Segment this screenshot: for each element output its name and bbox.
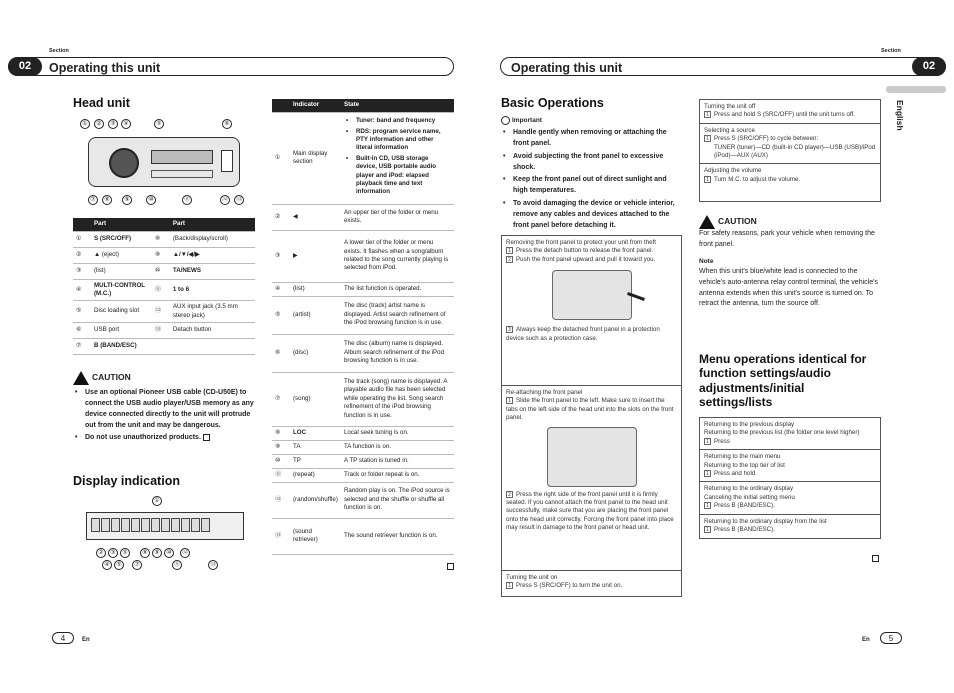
table-cell: ⑦ <box>272 372 290 426</box>
state-item: • Built-in CD, USB storage device, USB portable audio player and iPod: elapsed playback time and text information <box>344 155 451 197</box>
table-cell: ▶ <box>290 230 341 282</box>
table-cell: ④ <box>272 282 290 296</box>
table-cell: TA/NEWS <box>170 263 255 279</box>
off-title: Turning the unit off <box>704 103 756 110</box>
table-row <box>272 468 454 482</box>
important-icon <box>501 116 510 125</box>
table-cell: USB port <box>91 322 152 338</box>
table-row <box>73 301 255 323</box>
table-cell: A TP station is tuned in. <box>341 454 454 468</box>
table-cell: AUX input jack (3.5 mm stereo jack) <box>170 301 255 323</box>
table-cell: ▲/▼/◀/▶ <box>170 247 255 263</box>
table-row <box>272 518 454 554</box>
table-cell: ⑩ <box>272 454 290 468</box>
lcd-segment <box>201 518 210 532</box>
menu-line: Returning to the previous display <box>704 421 795 428</box>
callout: ③ <box>108 119 118 129</box>
table-cell: ② <box>73 247 91 263</box>
table-cell: Disc loading slot <box>91 301 152 323</box>
callout: ⑩ <box>146 195 156 205</box>
turnon-step: Press S (SRC/OFF) to turn the unit on. <box>516 582 623 590</box>
callout: ④ <box>121 119 131 129</box>
turn-on-section: Turning the unit on 1 Press S (SRC/OFF) to turn the unit on. <box>502 571 681 594</box>
table-cell: ② <box>272 204 290 230</box>
table-row <box>272 372 454 426</box>
end-mark-icon <box>872 555 879 562</box>
table-cell: (repeat) <box>290 468 341 482</box>
menu-block: Returning to the previous display Returning to the previous list (the folder one level higher) 1 Press <box>700 418 880 450</box>
table-cell: ⑨ <box>272 440 290 454</box>
turnon-title: Turning the unit on <box>506 574 558 581</box>
table-cell: (song) <box>290 372 341 426</box>
table-row <box>272 296 454 334</box>
indicator-table <box>272 99 454 555</box>
source-box <box>699 99 881 202</box>
table-cell: TA function is on. <box>341 440 454 454</box>
lcd-segment <box>101 518 110 532</box>
page-header-left <box>8 57 454 76</box>
table-cell: ① <box>73 231 91 247</box>
lcd-segment <box>111 518 120 532</box>
lcd-segment <box>121 518 130 532</box>
reattach-step: Press the right side of the front panel until it is firmly seated. If you cannot attach the front panel to the head unit successfully, make sure that you are placing the front panel onto the head unit correctly. Forcing the front panel into place may result in damage to the front panel or head unit. <box>506 490 674 532</box>
table-cell: ⑥ <box>73 322 91 338</box>
lcd-segment <box>161 518 170 532</box>
table-row <box>73 263 255 279</box>
basic-ops-body <box>501 116 683 234</box>
menu-ops-title: Menu operations identical for function settings/audio adjustments/initial settings/lists <box>699 352 867 410</box>
table-cell: An upper tier of the folder or menu exists. <box>341 204 454 230</box>
warning-icon <box>73 371 89 385</box>
caution-item-text: Do not use unauthorized products. <box>85 434 201 442</box>
callout: ⑫ <box>181 550 188 556</box>
reattach-section: Re-attaching the front panel 1 Slide the front panel to the left. Make sure to insert the tabs on the left side of the head unit into the slots on the front panel. 2 Press the right side of the front panel until it is firmly seated. If you cannot attach the front panel to the head unit successfully, make sure that you are placing the front panel onto the head unit correctly. Forcing the front panel into place may result in damage to the front panel or head unit. <box>502 386 681 571</box>
table-cell: ⑩ <box>152 263 170 279</box>
table-row <box>73 279 255 301</box>
important-item: • Keep the front panel out of direct sunlight and high temperatures. <box>501 175 683 197</box>
table-cell: (random/shuffle) <box>290 482 341 518</box>
vol-step: Turn M.C. to adjust the volume. <box>714 175 801 183</box>
callout: ② <box>96 548 106 558</box>
menu-block: Returning to the ordinary display Canceling the initial setting menu 1 Press B (BAND/ESC). <box>700 482 880 514</box>
src-title: Selecting a source <box>704 126 755 134</box>
section-number-left: 02 <box>8 57 42 76</box>
state-item: • Tuner: band and frequency <box>344 117 451 125</box>
lcd-segment <box>141 518 150 532</box>
table-cell: ⑤ <box>272 296 290 334</box>
display-window <box>151 150 213 164</box>
table-row <box>272 454 454 468</box>
lcd-segment <box>131 518 140 532</box>
page-title-left: Operating this unit <box>49 61 161 75</box>
menu-step: Press B (BAND/ESC). <box>714 526 775 534</box>
parts-table-wrap <box>73 218 255 355</box>
table-cell: The disc (album) name is displayed. Album search refinement of the iPod browsing function is in use. <box>341 334 454 372</box>
callout: ① <box>80 119 90 129</box>
table-cell: (Back/display/scroll) <box>170 231 255 247</box>
table-cell: ⑧ <box>272 426 290 440</box>
display-indication-title: Display indication <box>73 474 180 488</box>
table-cell: ④ <box>73 279 91 301</box>
lcd-segment <box>171 518 180 532</box>
src-list: TUNER (tuner)—CD (built-in CD player)—USB (USB)/iPod (iPod)—AUX (AUX) <box>714 143 876 160</box>
table-cell <box>152 338 170 354</box>
menu-step: Press B (BAND/ESC). <box>714 502 775 510</box>
note-title: Note <box>699 257 714 265</box>
table-cell: Main display section <box>290 112 341 204</box>
table-row <box>272 440 454 454</box>
table-cell: ◀ <box>290 204 341 230</box>
volume-section: Adjusting the volume 1 Turn M.C. to adjust the volume. <box>700 164 880 187</box>
menu-line: Returning to the ordinary display <box>704 485 794 493</box>
menu-step: Press <box>714 437 730 445</box>
table-cell: MULTI-CONTROL (M.C.) <box>91 279 152 301</box>
caution-item <box>73 433 255 444</box>
table-cell: S (SRC/OFF) <box>91 231 152 247</box>
callout: ⑫ <box>221 197 228 203</box>
table-row <box>272 426 454 440</box>
callout: ⑪ <box>183 197 190 203</box>
turn-off-section: Turning the unit off 1 Press and hold S (SRC/OFF) until the unit turns off. <box>700 100 880 124</box>
head-unit-illustration <box>80 117 250 207</box>
lcd-segment <box>191 518 200 532</box>
callout: ⑬ <box>209 562 216 568</box>
table-cell: B (BAND/ESC) <box>91 338 152 354</box>
remove-illustration <box>552 270 632 320</box>
table-row <box>272 204 454 230</box>
important-item: • Avoid subjecting the front panel to excessive shock. <box>501 152 683 174</box>
vol-title: Adjusting the volume <box>704 167 762 175</box>
th-indicator: Indicator <box>290 99 341 112</box>
src-step: Press S (SRC/OFF) to cycle between: <box>714 135 819 143</box>
lcd-segment <box>91 518 100 532</box>
preset-buttons <box>151 170 213 178</box>
table-row <box>272 482 454 518</box>
table-cell: The track (song) name is displayed. A playable audio file has been selected while operating the list. Song search refinement of the iPod browsing function is in use. <box>341 372 454 426</box>
lcd-segment <box>181 518 190 532</box>
table-cell: ⑨ <box>152 247 170 263</box>
callout: ② <box>94 119 104 129</box>
table-row <box>272 282 454 296</box>
table-cell: ⑤ <box>73 301 91 323</box>
reattach-title: Re-attaching the front panel <box>506 389 583 396</box>
callout: ⑨ <box>122 195 132 205</box>
lang-right: En <box>862 637 870 643</box>
callout: ④ <box>102 560 112 570</box>
table-row <box>73 231 255 247</box>
table-cell: (disc) <box>290 334 341 372</box>
table-row <box>272 112 454 204</box>
end-mark-icon <box>203 434 210 441</box>
callout: ⑥ <box>222 119 232 129</box>
caution-right <box>699 215 881 310</box>
callout: ⑬ <box>235 197 242 203</box>
table-cell: ⑦ <box>73 338 91 354</box>
th-state: State <box>341 99 454 112</box>
warning-icon <box>699 215 715 229</box>
callout: ⑤ <box>120 548 130 558</box>
table-cell: A lower tier of the folder or menu exists. It flashes when a song/album related to the song currently playing is selected from iPod. <box>341 230 454 282</box>
remove-section: Removing the front panel to protect your unit from theft 1 Press the detach button to release the front panel. 2 Push the front panel upward and pull it toward you. 3 Always keep the detached front panel in a protection device such as a protection case. <box>502 236 681 386</box>
table-cell: (list) <box>91 263 152 279</box>
indicator-table-wrap <box>272 99 454 573</box>
parts-table <box>73 218 255 355</box>
table-cell: Local seek tuning is on. <box>341 426 454 440</box>
head-unit-body <box>88 137 240 187</box>
page-number-right: 5 <box>880 632 902 644</box>
callout: ⑨ <box>152 548 162 558</box>
section-number-right: 02 <box>912 57 946 76</box>
table-cell: ⑪ <box>272 468 290 482</box>
important-item: • Handle gently when removing or attaching the front panel. <box>501 128 683 150</box>
select-source-section: Selecting a source 1 Press S (SRC/OFF) to cycle between: TUNER (tuner)—CD (built-in CD player)—USB (USB)/iPod (iPod)—AUX (AUX) <box>700 124 880 165</box>
callout: ① <box>152 496 162 506</box>
table-cell: (list) <box>290 282 341 296</box>
display-illustration <box>86 496 256 576</box>
table-cell: ① <box>272 112 290 204</box>
table-cell: The sound retriever function is on. <box>341 518 454 554</box>
arrow-icon <box>627 292 645 301</box>
menu-step: Press and hold <box>714 470 756 478</box>
important-item: • To avoid damaging the device or vehicle interior, remove any cables and devices attached to the front panel before detaching it. <box>501 199 683 232</box>
table-cell: ⑧ <box>152 231 170 247</box>
caution-item: • Use an optional Pioneer USB cable (CD-U50E) to connect the USB audio player/USB memory as any device connected directly to the unit will protrude out from the unit and may be dangerous. <box>73 388 255 431</box>
section-label-right: Section <box>881 48 901 54</box>
table-cell: Random play is on. The iPod source is selected and the shuffle or shuffle all function is on. <box>341 482 454 518</box>
table-cell: LOC <box>290 426 341 440</box>
table-row <box>272 334 454 372</box>
table-row <box>73 322 255 338</box>
table-cell: Track or folder repeat is on. <box>341 468 454 482</box>
callout: ⑦ <box>88 195 98 205</box>
caution-left <box>73 371 255 446</box>
remove-title: Removing the front panel to protect your unit from theft <box>506 239 656 246</box>
lang-left: En <box>82 637 90 643</box>
table-row <box>272 230 454 282</box>
callout: ⑪ <box>173 562 180 568</box>
table-row <box>73 338 255 354</box>
lcd-display <box>86 512 244 540</box>
multi-control-knob <box>109 148 139 178</box>
usb-port <box>221 150 233 172</box>
table-cell <box>341 112 454 204</box>
table-cell: ⑫ <box>152 301 170 323</box>
callout: ⑧ <box>102 195 112 205</box>
table-cell: TP <box>290 454 341 468</box>
caution-title: CAUTION <box>718 216 757 226</box>
language-tab: English <box>895 100 905 131</box>
callout: ⑦ <box>132 560 142 570</box>
menu-line: Returning to the previous list (the folder one level higher) <box>704 429 860 437</box>
remove-step: Push the front panel upward and pull it toward you. <box>516 256 656 263</box>
table-cell: (artist) <box>290 296 341 334</box>
th-part: Part <box>170 218 255 231</box>
menu-line: Canceling the initial setting menu <box>704 493 795 501</box>
end-mark-icon <box>447 563 454 570</box>
table-cell: ⑪ <box>152 279 170 301</box>
menu-block: Returning to the ordinary display from the list 1 Press B (BAND/ESC). <box>700 515 880 538</box>
section-label-left: Section <box>49 48 69 54</box>
callout: ⑤ <box>154 119 164 129</box>
remove-step: Press the detach button to release the front panel. <box>516 247 654 255</box>
important-label: Important <box>512 117 542 125</box>
table-cell: Detach button <box>170 322 255 338</box>
front-panel-box <box>501 235 682 597</box>
menu-line: Returning to the ordinary display from the list <box>704 517 827 525</box>
table-cell: ▲ (eject) <box>91 247 152 263</box>
table-cell: 1 to 6 <box>170 279 255 301</box>
callout: ⑩ <box>164 548 174 558</box>
callout: ⑤ <box>114 560 124 570</box>
th-part: Part <box>91 218 152 231</box>
lcd-segment <box>151 518 160 532</box>
menu-block: Returning to the main menu Returning to the top tier of list 1 Press and hold <box>700 450 880 482</box>
table-cell: ⑫ <box>272 482 290 518</box>
state-item: • RDS: program service name, PTY information and other literal information <box>344 128 451 153</box>
caution-text: For safety reasons, park your vehicle when removing the front panel. <box>699 230 875 248</box>
caution-title: CAUTION <box>92 371 131 382</box>
page-number-left: 4 <box>52 632 74 644</box>
table-cell: ③ <box>73 263 91 279</box>
basic-operations-title: Basic Operations <box>501 96 604 110</box>
note-text: When this unit's blue/white lead is connected to the vehicle's auto-antenna relay control terminal, the vehicle's antenna extends when this unit's source is turned on. To retract the antenna, turn the source off. <box>699 267 878 308</box>
menu-line: Returning to the main menu <box>704 453 781 461</box>
table-cell: TA <box>290 440 341 454</box>
head-unit-title: Head unit <box>73 96 130 110</box>
table-cell: The disc (track) artist name is displayed. Artist search refinement of the iPod browsing function is in use. <box>341 296 454 334</box>
menu-ops-box <box>699 417 881 539</box>
table-cell: ⑥ <box>272 334 290 372</box>
page-header-right <box>500 57 946 76</box>
menu-line: Returning to the top tier of list <box>704 461 785 469</box>
callout: ③ <box>108 548 118 558</box>
side-tab <box>886 86 946 93</box>
callout: ⑧ <box>140 548 150 558</box>
table-row <box>73 247 255 263</box>
table-cell: ⑬ <box>152 322 170 338</box>
table-cell: ③ <box>272 230 290 282</box>
reattach-step: Slide the front panel to the left. Make sure to insert the tabs on the left side of the head unit into the slots on the front panel. <box>506 397 674 422</box>
table-cell: (sound retriever) <box>290 518 341 554</box>
reattach-illustration <box>547 427 637 487</box>
table-cell <box>170 338 255 354</box>
off-step: Press and hold S (SRC/OFF) until the unit turns off. <box>714 111 855 119</box>
table-cell: The list function is operated. <box>341 282 454 296</box>
page-title-right: Operating this unit <box>511 61 623 75</box>
table-cell: ⑬ <box>272 518 290 554</box>
remove-step: Always keep the detached front panel in a protection device such as a protection case. <box>506 326 660 342</box>
